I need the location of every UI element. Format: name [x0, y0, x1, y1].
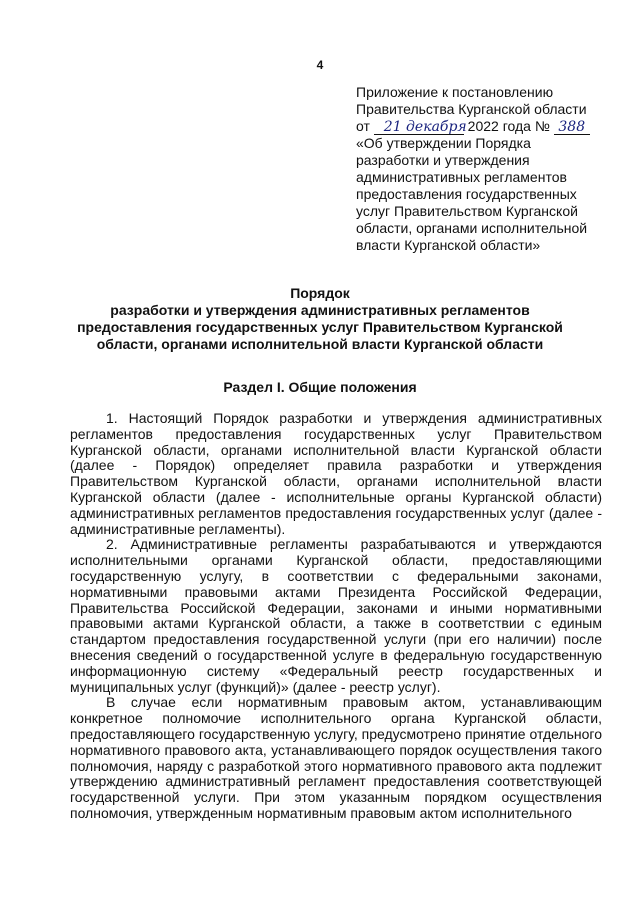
paragraph-3: В случае если нормативным правовым актом, устанавливающим конкретное полномочие исполнительного органа Курганской области, предоставляющего государственную услугу, предусмотрено принятие отдельного нормативного правового акта, устанавливающего порядок осуществления такого полномочия, наряду с разработкой этого нормативного правового акта подлежит утверждению административный регламент предоставления соответствующей государственной услуги. При этом указанным порядком осуществления полномочия, утвержденным нормативным правовым актом исполнительного: [70, 694, 602, 821]
appendix-line-10: власти Курганской области»: [356, 237, 541, 253]
page-number: 4: [316, 58, 324, 72]
paragraph-1: 1. Настоящий Порядок разработки и утверждения административных регламентов предоставления государственных услуг Правительством Курганской области, органами исполнительной власти Курганской области (далее - Порядок) определяет правила разработки и утверждения Правительством Курганской области, органами исполнительной власти Курганской области (далее - исполнительные органы Курганской области) административных регламентов предоставления государственных услуг (далее - административные регламенты).: [70, 410, 602, 537]
appendix-line-1: Приложение к постановлению: [356, 84, 554, 100]
appendix-line-5: разработки и утверждения: [356, 152, 530, 168]
title-line-4: области, органами исполнительной власти Курганской области: [96, 336, 544, 352]
section-heading: Раздел I. Общие положения: [223, 379, 417, 395]
appendix-line-6: административных регламентов: [356, 169, 567, 185]
appendix-line-7: предоставления государственных: [356, 186, 577, 202]
title-line-3: предоставления государственных услуг Правительством Курганской: [77, 319, 563, 335]
year-text: 2022 года №: [467, 118, 550, 134]
appendix-line-9: области, органами исполнительной: [356, 220, 588, 236]
appendix-line-2: Правительства Курганской области: [356, 101, 587, 117]
title-line-2: разработки и утверждения административных регламентов: [110, 302, 530, 318]
body-text: [70, 411, 602, 822]
appendix-date-line: [356, 118, 606, 135]
date-prefix: от: [356, 118, 370, 134]
appendix-line-8: услуг Правительством Курганской: [356, 203, 578, 219]
appendix-line-4: «Об утверждении Порядка: [356, 135, 531, 151]
paragraph-2: 2. Административные регламенты разрабатываются и утверждаются исполнительными органами Курганской области, предоставляющими государственную услугу, в соответствии с федеральными законами, нормативными правовыми актами Президента Российской Федерации, Правительства Российской Федерации, законами и иными нормативными правовыми актами Курганской области, а также в соответствии с единым стандартом предоставления государственной услуги (при его наличии) после внесения сведений о государственной услуге в федеральную государственную информационную систему «Федеральный реестр государственных и муниципальных услуг (функций)» (далее - реестр услуг).: [70, 536, 602, 695]
handwritten-number: 388: [554, 120, 590, 135]
title-line-1: Порядок: [290, 285, 350, 301]
handwritten-date: 21 декабря: [374, 120, 464, 135]
document-title: [60, 285, 580, 353]
appendix-header: [356, 84, 606, 254]
